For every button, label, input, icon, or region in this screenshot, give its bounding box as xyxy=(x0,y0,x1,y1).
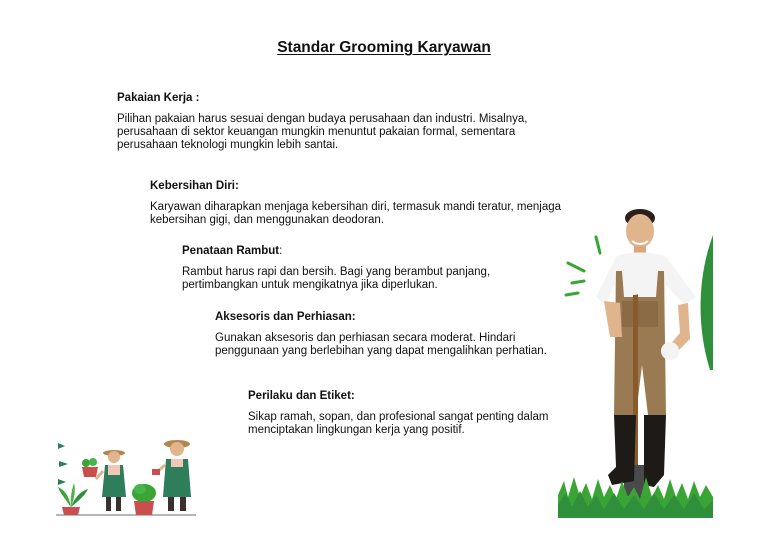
section-penataan-rambut xyxy=(182,244,622,292)
section-body: Rambut harus rapi dan bersih. Bagi yang berambut panjang, pertimbangkan untuk mengikatnya jika diperlukan. xyxy=(182,266,491,291)
section-kebersihan-diri xyxy=(150,179,590,227)
section-body: Pilihan pakaian harus sesuai dengan budaya perusahaan dan industri. Misalnya, perusahaan di sektor keuangan mungkin menuntut pakaian formal, sementara perusahaan teknologi mungkin lebih santai. xyxy=(117,113,528,151)
section-heading-wrap xyxy=(182,244,622,258)
section-heading: Penataan Rambut xyxy=(182,245,280,257)
section-heading: Perilaku dan Etiket: xyxy=(248,390,355,402)
section-heading: Aksesoris dan Perhiasan: xyxy=(215,311,356,323)
section-body: Gunakan aksesoris dan perhiasan secara moderat. Hindari penggunaan yang berlebihan yang dapat mengalihkan perhatian. xyxy=(215,332,547,357)
section-body: Karyawan diharapkan menjaga kebersihan diri, termasuk mandi teratur, menjaga kebersihan gigi, dan menggunakan deodoran. xyxy=(150,201,562,226)
heading-colon: : xyxy=(279,245,283,257)
section-heading: Pakaian Kerja : xyxy=(117,92,200,104)
section-heading: Kebersihan Diri: xyxy=(150,180,239,192)
section-pakaian-kerja xyxy=(117,91,557,151)
gardeners-icon xyxy=(56,435,196,517)
gardener-with-shovel-icon xyxy=(558,205,713,518)
section-body: Sikap ramah, sopan, dan profesional sangat penting dalam menciptakan lingkungan kerja yang positif. xyxy=(248,411,549,436)
page-title: Standar Grooming Karyawan xyxy=(277,39,491,56)
